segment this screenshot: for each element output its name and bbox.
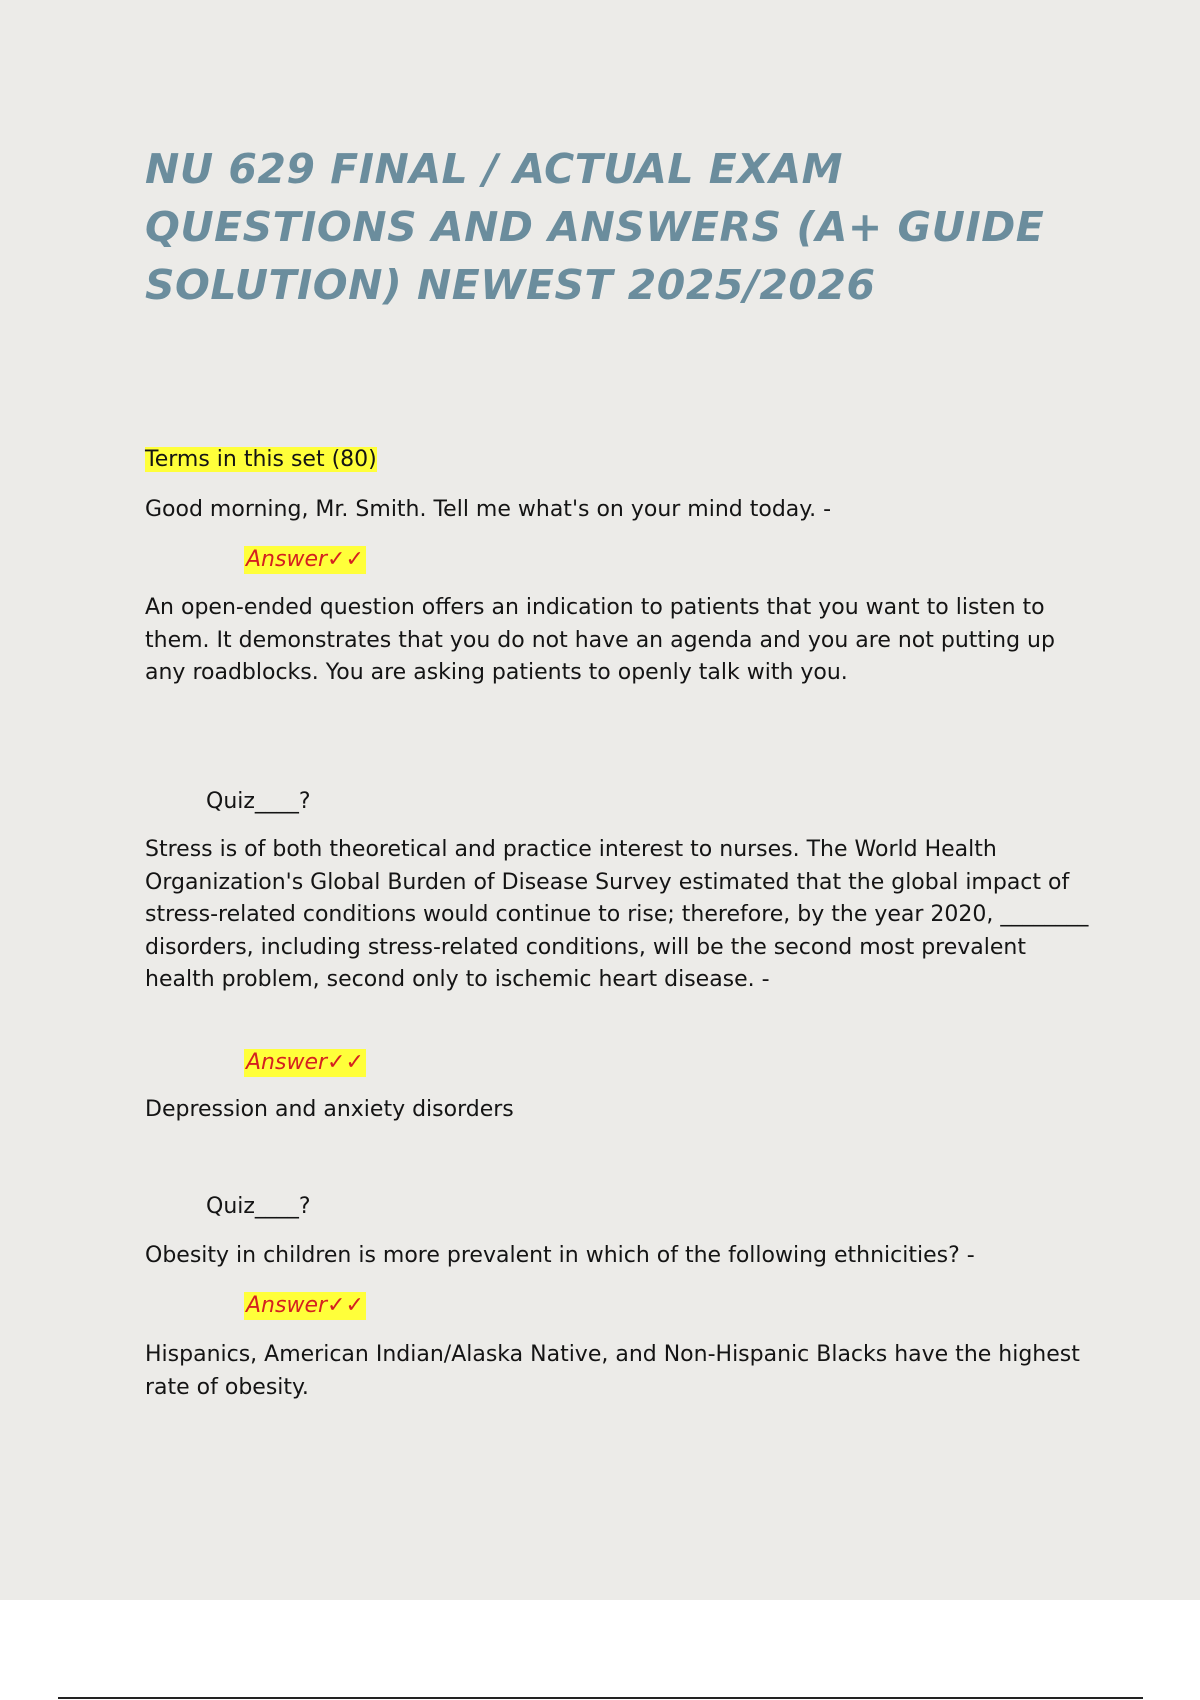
question-text-2: Stress is of both theoretical and practice interest to nurses. The World Health Organization's Global Burden of Disease Survey estimated that the global impact of stress-related conditions would continue to rise; therefore, by the year 2020, ________ disorders, including stress-related conditions, will be the second most prevalent health problem, second only to ischemic heart disease. -: [145, 837, 1089, 992]
terms-count-label: Terms in this set (80): [145, 447, 377, 472]
question-text-1: Good morning, Mr. Smith. Tell me what's on your mind today. -: [145, 497, 832, 522]
document-title: NU 629 FINAL / ACTUAL EXAM QUESTIONS AND ANSWERS (A+ GUIDE SOLUTION) NEWEST 2025/2026: [145, 145, 1045, 309]
question-text-3: Obesity in children is more prevalent in which of the following ethnicities? -: [145, 1243, 975, 1268]
footer-divider: [58, 1697, 1143, 1699]
quiz-label-2: Quiz____?: [206, 789, 311, 814]
answer-label-1: Answer✓✓: [246, 547, 364, 572]
answer-text-1: An open-ended question offers an indication to patients that you want to listen to them. It demonstrates that you do not have an agenda and you are not putting up any roadblocks. You are asking patients to openly talk with you.: [145, 595, 1055, 685]
quiz-label-3: Quiz____?: [206, 1194, 311, 1219]
answer-text-2: Depression and anxiety disorders: [145, 1097, 514, 1122]
answer-label-2: Answer✓✓: [246, 1050, 364, 1075]
terms-count-line: [145, 444, 1090, 477]
answer-label-3: Answer✓✓: [246, 1293, 364, 1318]
answer-text-3: Hispanics, American Indian/Alaska Native, and Non-Hispanic Blacks have the highest rate of obesity.: [145, 1342, 1080, 1400]
